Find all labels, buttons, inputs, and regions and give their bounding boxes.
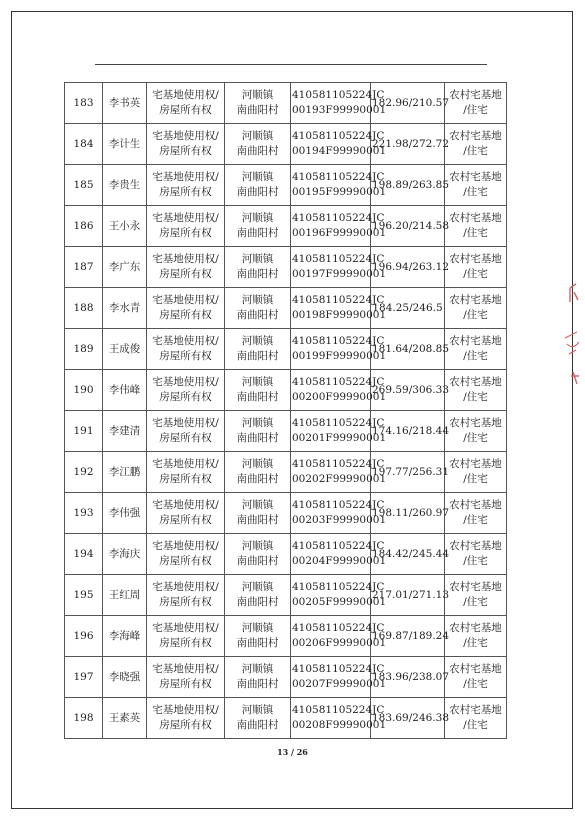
area-cell: 198.11/260.97 <box>371 493 445 534</box>
location-cell <box>225 411 291 452</box>
unit-code-cell <box>291 657 387 698</box>
red-seal-fragment <box>561 280 581 390</box>
table-row <box>65 452 507 493</box>
location-cell-line: 南曲阳村 <box>236 596 279 608</box>
unit-code-cell-line: 00196F99990001 <box>292 227 387 239</box>
right-type-cell <box>147 493 225 534</box>
right-type-cell-line: 宅基地使用权/ <box>152 499 219 511</box>
location-cell <box>225 83 291 124</box>
unit-code-cell-line: 00203F99990001 <box>292 514 387 526</box>
row-number-cell: 194 <box>65 534 103 575</box>
location-cell <box>225 493 291 534</box>
usage-cell-line: /住宅 <box>463 186 488 198</box>
location-cell <box>225 206 291 247</box>
right-type-cell-line: 宅基地使用权/ <box>152 335 219 347</box>
location-cell <box>225 616 291 657</box>
usage-cell-line: /住宅 <box>463 309 488 321</box>
location-cell-line: 河顺镇 <box>241 499 274 511</box>
table-row <box>65 83 507 124</box>
location-cell-line: 河顺镇 <box>241 294 274 306</box>
usage-cell-line: 农村宅基地 <box>449 622 502 634</box>
usage-cell-line: 农村宅基地 <box>449 335 502 347</box>
unit-code-cell-line: 410581105224JC <box>292 540 385 552</box>
row-number-cell: 192 <box>65 452 103 493</box>
usage-cell <box>445 329 507 370</box>
right-type-cell-line: 宅基地使用权/ <box>152 130 219 142</box>
usage-cell-line: /住宅 <box>463 104 488 116</box>
location-cell-line: 南曲阳村 <box>236 555 279 567</box>
table-row <box>65 329 507 370</box>
right-type-cell-line: 房屋所有权 <box>159 432 212 444</box>
area-cell: 183.96/238.07 <box>371 657 445 698</box>
table-row <box>65 575 507 616</box>
owner-name-cell: 李晓强 <box>103 657 147 698</box>
owner-name-cell: 李书英 <box>103 83 147 124</box>
right-type-cell-line: 宅基地使用权/ <box>152 417 219 429</box>
unit-code-cell-line: 00197F99990001 <box>292 268 387 280</box>
owner-name-cell: 李计生 <box>103 124 147 165</box>
table-row <box>65 411 507 452</box>
unit-code-cell-line: 00195F99990001 <box>292 186 387 198</box>
owner-name-cell: 李伟峰 <box>103 370 147 411</box>
table-row <box>65 616 507 657</box>
usage-cell-line: /住宅 <box>463 227 488 239</box>
right-type-cell-line: 房屋所有权 <box>159 596 212 608</box>
unit-code-cell-line: 410581105224JC <box>292 130 385 142</box>
owner-name-cell: 李广东 <box>103 247 147 288</box>
unit-code-cell-line: 410581105224JC <box>292 335 385 347</box>
location-cell-line: 南曲阳村 <box>236 227 279 239</box>
right-type-cell-line: 房屋所有权 <box>159 268 212 280</box>
right-type-cell-line: 房屋所有权 <box>159 678 212 690</box>
usage-cell-line: 农村宅基地 <box>449 499 502 511</box>
right-type-cell <box>147 124 225 165</box>
right-type-cell-line: 房屋所有权 <box>159 104 212 116</box>
unit-code-cell-line: 00204F99990001 <box>292 555 387 567</box>
table-row <box>65 206 507 247</box>
unit-code-cell <box>291 411 387 452</box>
location-cell-line: 河顺镇 <box>241 212 274 224</box>
row-number-cell: 198 <box>65 698 103 739</box>
right-type-cell-line: 宅基地使用权/ <box>152 294 219 306</box>
owner-name-cell: 李建清 <box>103 411 147 452</box>
unit-code-cell-line: 00198F99990001 <box>292 309 387 321</box>
unit-code-cell <box>291 534 387 575</box>
area-cell: 174.16/218.44 <box>371 411 445 452</box>
table-row <box>65 165 507 206</box>
row-number-cell: 187 <box>65 247 103 288</box>
location-cell <box>225 165 291 206</box>
right-type-cell-line: 宅基地使用权/ <box>152 89 219 101</box>
location-cell-line: 南曲阳村 <box>236 350 279 362</box>
usage-cell <box>445 206 507 247</box>
location-cell-line: 河顺镇 <box>241 171 274 183</box>
unit-code-cell-line: 00193F99990001 <box>292 104 387 116</box>
location-cell <box>225 124 291 165</box>
row-number-cell: 186 <box>65 206 103 247</box>
row-number-cell: 189 <box>65 329 103 370</box>
right-type-cell <box>147 288 225 329</box>
area-cell: 182.96/210.57 <box>371 83 445 124</box>
unit-code-cell <box>291 370 387 411</box>
row-number-cell: 184 <box>65 124 103 165</box>
location-cell-line: 河顺镇 <box>241 335 274 347</box>
location-cell-line: 河顺镇 <box>241 622 274 634</box>
row-number-cell: 195 <box>65 575 103 616</box>
area-cell: 269.59/306.33 <box>371 370 445 411</box>
right-type-cell <box>147 83 225 124</box>
area-cell: 183.69/246.38 <box>371 698 445 739</box>
table-row <box>65 370 507 411</box>
right-type-cell-line: 房屋所有权 <box>159 186 212 198</box>
row-number-cell: 185 <box>65 165 103 206</box>
usage-cell <box>445 247 507 288</box>
location-cell-line: 河顺镇 <box>241 581 274 593</box>
usage-cell-line: /住宅 <box>463 637 488 649</box>
unit-code-cell <box>291 575 387 616</box>
registry-table-body <box>65 83 507 739</box>
location-cell-line: 南曲阳村 <box>236 637 279 649</box>
location-cell-line: 河顺镇 <box>241 253 274 265</box>
right-type-cell-line: 房屋所有权 <box>159 719 212 731</box>
right-type-cell <box>147 575 225 616</box>
usage-cell-line: 农村宅基地 <box>449 581 502 593</box>
usage-cell <box>445 411 507 452</box>
unit-code-cell-line: 00201F99990001 <box>292 432 387 444</box>
unit-code-cell-line: 410581105224JC <box>292 417 385 429</box>
unit-code-cell-line: 00194F99990001 <box>292 145 387 157</box>
right-type-cell-line: 宅基地使用权/ <box>152 212 219 224</box>
usage-cell <box>445 452 507 493</box>
row-number-cell: 197 <box>65 657 103 698</box>
unit-code-cell-line: 410581105224JC <box>292 622 385 634</box>
right-type-cell-line: 房屋所有权 <box>159 391 212 403</box>
right-type-cell-line: 房屋所有权 <box>159 637 212 649</box>
usage-cell <box>445 657 507 698</box>
row-number-cell: 183 <box>65 83 103 124</box>
area-cell: 197.77/256.31 <box>371 452 445 493</box>
table-row <box>65 698 507 739</box>
location-cell-line: 河顺镇 <box>241 417 274 429</box>
area-cell: 221.98/272.72 <box>371 124 445 165</box>
right-type-cell <box>147 329 225 370</box>
area-cell: 184.42/245.44 <box>371 534 445 575</box>
header-rule <box>95 64 487 65</box>
usage-cell-line: 农村宅基地 <box>449 704 502 716</box>
unit-code-cell-line: 410581105224JC <box>292 663 385 675</box>
unit-code-cell-line: 410581105224JC <box>292 704 385 716</box>
location-cell <box>225 370 291 411</box>
unit-code-cell <box>291 165 387 206</box>
usage-cell <box>445 493 507 534</box>
usage-cell-line: 农村宅基地 <box>449 540 502 552</box>
unit-code-cell-line: 410581105224JC <box>292 171 385 183</box>
unit-code-cell <box>291 329 387 370</box>
right-type-cell-line: 房屋所有权 <box>159 473 212 485</box>
unit-code-cell-line: 410581105224JC <box>292 89 385 101</box>
usage-cell <box>445 534 507 575</box>
registry-table <box>64 82 507 739</box>
usage-cell-line: /住宅 <box>463 719 488 731</box>
right-type-cell-line: 宅基地使用权/ <box>152 171 219 183</box>
usage-cell-line: /住宅 <box>463 473 488 485</box>
right-type-cell <box>147 534 225 575</box>
right-type-cell <box>147 206 225 247</box>
usage-cell-line: /住宅 <box>463 596 488 608</box>
right-type-cell-line: 宅基地使用权/ <box>152 540 219 552</box>
table-row <box>65 288 507 329</box>
owner-name-cell: 李水青 <box>103 288 147 329</box>
location-cell <box>225 534 291 575</box>
unit-code-cell <box>291 288 387 329</box>
usage-cell-line: 农村宅基地 <box>449 253 502 265</box>
location-cell-line: 南曲阳村 <box>236 104 279 116</box>
usage-cell-line: 农村宅基地 <box>449 171 502 183</box>
location-cell <box>225 288 291 329</box>
table-row <box>65 247 507 288</box>
owner-name-cell: 李海峰 <box>103 616 147 657</box>
right-type-cell <box>147 165 225 206</box>
area-cell: 184.25/246.5 <box>371 288 445 329</box>
unit-code-cell-line: 00200F99990001 <box>292 391 387 403</box>
location-cell <box>225 657 291 698</box>
usage-cell-line: /住宅 <box>463 432 488 444</box>
owner-name-cell: 王素英 <box>103 698 147 739</box>
location-cell-line: 河顺镇 <box>241 663 274 675</box>
owner-name-cell: 王红周 <box>103 575 147 616</box>
unit-code-cell <box>291 616 387 657</box>
location-cell <box>225 452 291 493</box>
row-number-cell: 193 <box>65 493 103 534</box>
usage-cell <box>445 616 507 657</box>
usage-cell-line: 农村宅基地 <box>449 89 502 101</box>
table-row <box>65 534 507 575</box>
owner-name-cell: 李贵生 <box>103 165 147 206</box>
usage-cell <box>445 83 507 124</box>
row-number-cell: 190 <box>65 370 103 411</box>
usage-cell-line: /住宅 <box>463 678 488 690</box>
area-cell: 198.89/263.85 <box>371 165 445 206</box>
row-number-cell: 196 <box>65 616 103 657</box>
right-type-cell <box>147 247 225 288</box>
owner-name-cell: 李伟强 <box>103 493 147 534</box>
unit-code-cell-line: 410581105224JC <box>292 499 385 511</box>
location-cell-line: 南曲阳村 <box>236 145 279 157</box>
unit-code-cell <box>291 493 387 534</box>
owner-name-cell: 王成俊 <box>103 329 147 370</box>
table-row <box>65 124 507 165</box>
usage-cell-line: /住宅 <box>463 145 488 157</box>
location-cell-line: 河顺镇 <box>241 704 274 716</box>
right-type-cell-line: 宅基地使用权/ <box>152 376 219 388</box>
unit-code-cell-line: 410581105224JC <box>292 581 385 593</box>
location-cell-line: 南曲阳村 <box>236 391 279 403</box>
location-cell-line: 河顺镇 <box>241 130 274 142</box>
location-cell-line: 南曲阳村 <box>236 432 279 444</box>
unit-code-cell-line: 00205F99990001 <box>292 596 387 608</box>
page-number: 13 / 26 <box>277 747 308 757</box>
unit-code-cell <box>291 452 387 493</box>
unit-code-cell-line: 410581105224JC <box>292 212 385 224</box>
table-row <box>65 493 507 534</box>
usage-cell-line: 农村宅基地 <box>449 376 502 388</box>
table-row <box>65 657 507 698</box>
usage-cell-line: 农村宅基地 <box>449 417 502 429</box>
usage-cell-line: /住宅 <box>463 268 488 280</box>
area-cell: 196.94/263.12 <box>371 247 445 288</box>
right-type-cell-line: 宅基地使用权/ <box>152 663 219 675</box>
right-type-cell-line: 宅基地使用权/ <box>152 622 219 634</box>
usage-cell-line: /住宅 <box>463 514 488 526</box>
area-cell: 169.87/189.24 <box>371 616 445 657</box>
row-number-cell: 191 <box>65 411 103 452</box>
usage-cell-line: 农村宅基地 <box>449 212 502 224</box>
usage-cell <box>445 575 507 616</box>
location-cell-line: 南曲阳村 <box>236 719 279 731</box>
right-type-cell-line: 宅基地使用权/ <box>152 458 219 470</box>
location-cell-line: 南曲阳村 <box>236 309 279 321</box>
usage-cell <box>445 124 507 165</box>
area-cell: 196.20/214.58 <box>371 206 445 247</box>
location-cell-line: 南曲阳村 <box>236 268 279 280</box>
owner-name-cell: 王小永 <box>103 206 147 247</box>
unit-code-cell-line: 410581105224JC <box>292 253 385 265</box>
unit-code-cell <box>291 83 387 124</box>
location-cell <box>225 698 291 739</box>
location-cell <box>225 329 291 370</box>
right-type-cell <box>147 616 225 657</box>
right-type-cell-line: 宅基地使用权/ <box>152 253 219 265</box>
right-type-cell-line: 房屋所有权 <box>159 350 212 362</box>
right-type-cell-line: 房屋所有权 <box>159 145 212 157</box>
location-cell-line: 河顺镇 <box>241 540 274 552</box>
usage-cell-line: /住宅 <box>463 350 488 362</box>
location-cell-line: 南曲阳村 <box>236 514 279 526</box>
location-cell-line: 南曲阳村 <box>236 473 279 485</box>
unit-code-cell-line: 00199F99990001 <box>292 350 387 362</box>
right-type-cell <box>147 370 225 411</box>
area-cell: 217.01/271.13 <box>371 575 445 616</box>
location-cell <box>225 575 291 616</box>
right-type-cell-line: 房屋所有权 <box>159 514 212 526</box>
location-cell <box>225 247 291 288</box>
unit-code-cell-line: 00207F99990001 <box>292 678 387 690</box>
right-type-cell <box>147 698 225 739</box>
unit-code-cell <box>291 247 387 288</box>
unit-code-cell-line: 00206F99990001 <box>292 637 387 649</box>
unit-code-cell <box>291 124 387 165</box>
usage-cell <box>445 288 507 329</box>
location-cell-line: 河顺镇 <box>241 89 274 101</box>
location-cell-line: 南曲阳村 <box>236 186 279 198</box>
unit-code-cell-line: 410581105224JC <box>292 376 385 388</box>
right-type-cell-line: 宅基地使用权/ <box>152 581 219 593</box>
usage-cell-line: 农村宅基地 <box>449 294 502 306</box>
usage-cell <box>445 698 507 739</box>
usage-cell-line: /住宅 <box>463 555 488 567</box>
right-type-cell <box>147 411 225 452</box>
usage-cell-line: 农村宅基地 <box>449 458 502 470</box>
unit-code-cell <box>291 206 387 247</box>
location-cell-line: 河顺镇 <box>241 458 274 470</box>
unit-code-cell <box>291 698 387 739</box>
usage-cell-line: 农村宅基地 <box>449 130 502 142</box>
usage-cell-line: 农村宅基地 <box>449 663 502 675</box>
location-cell-line: 河顺镇 <box>241 376 274 388</box>
owner-name-cell: 李江鹏 <box>103 452 147 493</box>
owner-name-cell: 李海庆 <box>103 534 147 575</box>
unit-code-cell-line: 00202F99990001 <box>292 473 387 485</box>
right-type-cell-line: 房屋所有权 <box>159 227 212 239</box>
location-cell-line: 南曲阳村 <box>236 678 279 690</box>
row-number-cell: 188 <box>65 288 103 329</box>
right-type-cell-line: 房屋所有权 <box>159 555 212 567</box>
unit-code-cell-line: 410581105224JC <box>292 294 385 306</box>
right-type-cell-line: 房屋所有权 <box>159 309 212 321</box>
unit-code-cell-line: 410581105224JC <box>292 458 385 470</box>
right-type-cell <box>147 452 225 493</box>
usage-cell <box>445 370 507 411</box>
usage-cell <box>445 165 507 206</box>
area-cell: 181.64/208.85 <box>371 329 445 370</box>
right-type-cell-line: 宅基地使用权/ <box>152 704 219 716</box>
unit-code-cell-line: 00208F99990001 <box>292 719 387 731</box>
right-type-cell <box>147 657 225 698</box>
usage-cell-line: /住宅 <box>463 391 488 403</box>
